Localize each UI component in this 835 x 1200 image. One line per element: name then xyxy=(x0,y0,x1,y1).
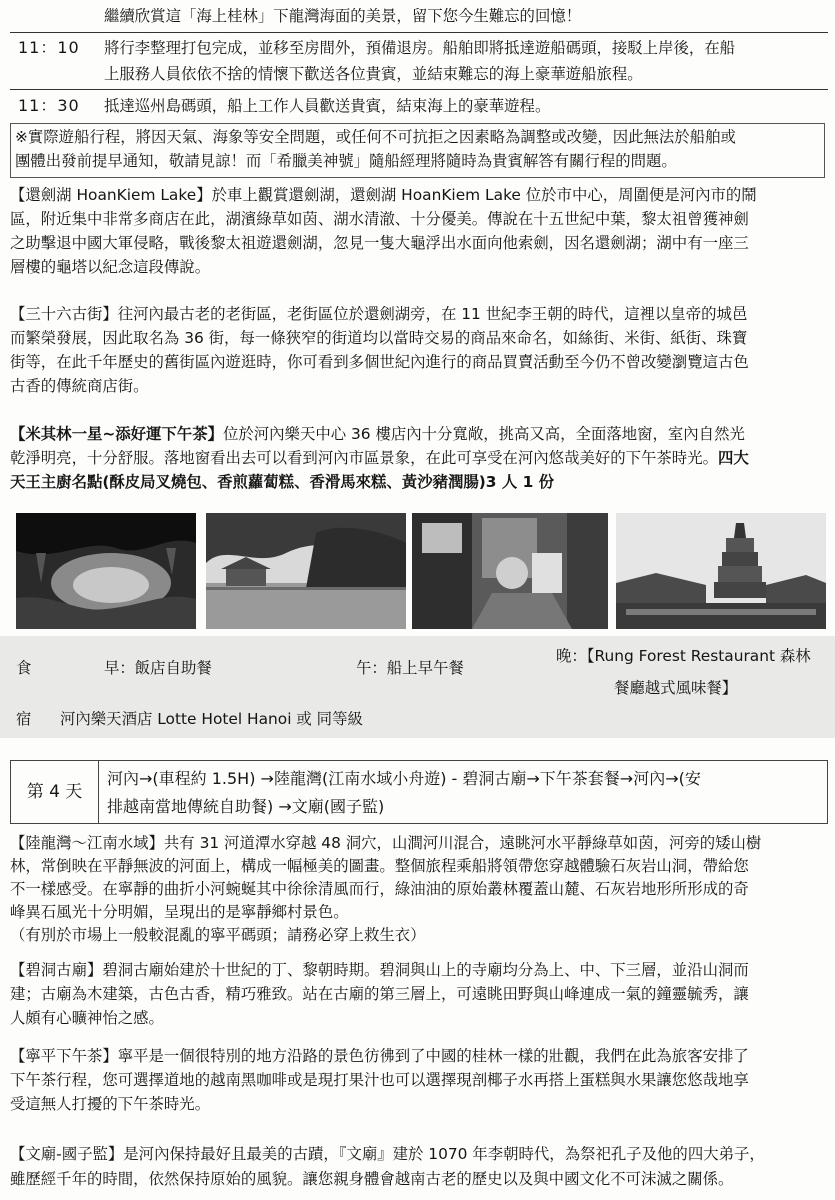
route-line: 排越南當地傳統自助餐) →文廟(國子監) xyxy=(107,797,385,816)
lunch-text: 午：船上早午餐 xyxy=(356,659,464,677)
section-ninhbinh-tea xyxy=(10,1044,828,1116)
temple-pagoda-photo xyxy=(616,513,826,629)
photo-strip xyxy=(16,513,826,631)
schedule-text: 將行李整理打包完成，並移至房間外，預備退房。船舶即將抵達遊船碼頭，接駁上岸後，在船 xyxy=(104,39,736,57)
paragraph-line: 【碧洞古廟】碧洞古廟始建於十世紀的丁、黎朝時期。碧洞與山上的寺廟均分為上、中、下三層，並沿山洞而 xyxy=(10,961,749,979)
paragraph-line: 古香的傳統商店街。 xyxy=(10,377,149,395)
paragraph-line xyxy=(10,446,828,470)
paragraph-text: 乾淨明亮，十分舒服。落地窗看出去可以看到河內市區景象，在此可享受在河內悠哉美好的下午茶時光。 xyxy=(10,449,718,467)
paragraph-line: 峰異石風光十分明媚，呈現出的是寧靜鄉村景色。 xyxy=(10,903,349,921)
notice-line: ※實際遊船行程，將因天氣、海象等安全問題，或任何不可抗拒之因素略為調整或改變，因此無法於船舶或 xyxy=(15,128,736,146)
day-route xyxy=(107,765,822,821)
paragraph-line: 不一樣感受。在寧靜的曲折小河蜿蜒其中徐徐清風而行，綠油油的原始叢林覆蓋山麓、石灰岩地形所形成的奇 xyxy=(10,880,749,898)
paragraph-line: 之助擊退中國大軍侵略，戰後黎太祖遊還劍湖，忽見一隻大龜浮出水面向他索劍，因名還劍湖；湖中有一座三 xyxy=(10,234,749,252)
lodging-label: 宿 xyxy=(16,710,32,728)
schedule-time: 11：10 xyxy=(18,38,80,57)
paragraph-line: （有別於市場上一般較混亂的寧平碼頭；請務必穿上救生衣） xyxy=(10,926,426,944)
meals-lodging-panel xyxy=(0,636,835,738)
paragraph-line: 而繁榮發展，因此取名為 36 街，每一條狹窄的街道均以當時交易的商品來命名，如絲街、米街、紙街、珠寶 xyxy=(10,329,748,347)
meals-label: 食 xyxy=(16,659,32,677)
paragraph-line: 人頗有心曠神怡之感。 xyxy=(10,1009,164,1027)
paragraph-line: 建；古廟為木建築，古色古香，精巧雅致。站在古廟的第三層上，可遠眺田野與山峰連成一氣的鐘靈毓秀，讓 xyxy=(10,985,749,1003)
paragraph-line: 【陸龍灣～江南水域】共有 31 河道潭水穿越 48 洞穴，山澗河川混合，遠眺河水平靜綠草如茵，河旁的矮山樹 xyxy=(10,834,762,852)
route-line: 河內→(車程約 1.5H) →陸龍灣(江南水域小舟遊) - 碧洞古廟→下午茶套餐→河內→(安 xyxy=(107,769,701,788)
notice-box xyxy=(10,123,825,178)
paragraph-line: 【還劍湖 HoanKiem Lake】於車上觀賞還劍湖，還劍湖 HoanKiem Lake 位於市中心，周圍便是河內市的鬧 xyxy=(10,186,757,204)
paragraph-line: 區，附近集中非常多商店在此，湖濱綠草如茵、湖水清澈、十分優美。傳說在十五世紀中葉，黎太祖曾獲神劍 xyxy=(10,210,749,228)
hotel-text: 河內樂天酒店 Lotte Hotel Hanoi 或 同等級 xyxy=(60,710,363,728)
divider xyxy=(10,89,828,90)
notice-line: 團體出發前提早通知，敬請見諒！而「希臘美神號」隨船經理將隨時為貴賓解答有關行程的問題。 xyxy=(15,152,677,170)
paragraph-line: 受這無人打擾的下午茶時光。 xyxy=(10,1095,211,1113)
section-36-old-streets xyxy=(10,302,828,398)
dinner-text: 晚：【Rung Forest Restaurant 森林 xyxy=(556,647,811,665)
cave-photo xyxy=(16,513,196,629)
highlight-text: 四大 xyxy=(717,449,749,467)
breakfast-text: 早：飯店自助餐 xyxy=(104,659,212,677)
paragraph-line: 街等，在此千年歷史的舊街區內遊逛時，你可看到多個世紀內進行的商品買賣活動至今仍不曾改變瀏覽這古色 xyxy=(10,353,749,371)
divider xyxy=(10,32,828,33)
paragraph-line: 【三十六古街】往河內最古老的老街區，老街區位於還劍湖旁，在 11 世紀李王朝的時代，這裡以皇帝的城邑 xyxy=(10,305,748,323)
paragraph-line: 【文廟-國子監】是河內保持最好且最美的古蹟，『文廟』建於 1070 年李朝時代，為祭祀孔子及他的四大弟子， xyxy=(10,1145,765,1163)
street-shops-photo xyxy=(412,513,608,629)
section-luhlong-bay xyxy=(10,832,828,947)
paragraph-line xyxy=(10,422,828,446)
section-temple-of-literature xyxy=(10,1142,828,1192)
schedule-time: 11：30 xyxy=(18,96,80,115)
paragraph-line: 【寧平下午茶】寧平是一個很特別的地方沿路的景色彷彿到了中國的桂林一樣的壯觀，我們在此為旅客安排了 xyxy=(10,1047,749,1065)
paragraph-text: 位於河內樂天中心 36 樓店內十分寬敞，挑高又高，全面落地窗，室內自然光 xyxy=(222,425,745,443)
dinner-text: 餐廳越式風味餐】 xyxy=(614,679,738,697)
section-hoankiem-lake xyxy=(10,183,828,279)
lake-pagoda-photo xyxy=(206,513,406,629)
day-label: 第 4 天 xyxy=(11,761,99,823)
paragraph-line: 林，常倒映在平靜無波的河面上，構成一幅極美的圖畫。整個旅程乘船將領帶您穿越體驗石灰岩山洞，帶給您 xyxy=(10,857,749,875)
paragraph-line: 雖歷經千年的時間，依然保持原始的風貌。讓您親身體會越南古老的歷史以及與中國文化不可沫滅之關係。 xyxy=(10,1170,734,1188)
paragraph-line: 下午茶行程，您可選擇道地的越南黑咖啡或是現打果汁也可以選擇現剖椰子水再搭上蛋糕與水果讓您悠哉地享 xyxy=(10,1071,749,1089)
highlight-line: 天王主廚名點(酥皮局叉燒包、香煎蘿蔔糕、香滑馬來糕、黃沙豬潤腸)3 人 1 份 xyxy=(10,473,555,491)
day-header xyxy=(10,760,828,824)
paragraph-line: 層樓的龜塔以紀念這段傳說。 xyxy=(10,258,211,276)
section-heading: 【米其林一星~添好運下午茶】 xyxy=(10,425,223,443)
section-bichdong-pagoda xyxy=(10,958,828,1030)
schedule-text: 抵達巡州島碼頭，船上工作人員歡送貴賓，結束海上的豪華遊程。 xyxy=(104,97,551,115)
section-michelin-tea xyxy=(10,422,828,494)
intro-line: 繼續欣賞這「海上桂林」下龍灣海面的美景，留下您今生難忘的回憶！ xyxy=(104,7,582,25)
schedule-text: 上服務人員依依不捨的情懷下歡送各位貴賓，並結束難忘的海上豪華遊船旅程。 xyxy=(104,65,643,83)
